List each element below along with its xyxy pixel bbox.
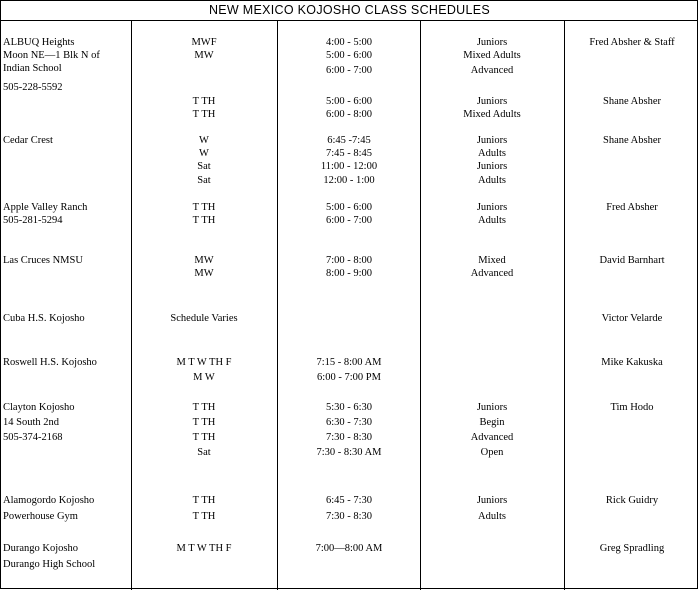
class-level: Adults — [477, 175, 507, 186]
location-name: Alamogordo Kojosho — [3, 495, 95, 506]
class-days: Sat — [197, 161, 211, 172]
page-title: NEW MEXICO KOJOSHO CLASS SCHEDULES — [1, 1, 698, 21]
class-days: MW — [194, 268, 214, 279]
instructor-name: Shane Absher — [602, 135, 662, 146]
class-time: 5:30 - 6:30 — [325, 402, 373, 413]
class-days: T TH — [192, 202, 216, 213]
class-level: Advanced — [470, 432, 514, 443]
class-days: W — [199, 135, 209, 146]
class-time: 7:15 - 8:00 AM — [316, 357, 382, 368]
class-time: 7:30 - 8:30 — [325, 432, 373, 443]
location-name: Clayton Kojosho — [3, 402, 75, 413]
class-time: 6:30 - 7:30 — [325, 417, 373, 428]
class-days: T TH — [192, 495, 216, 506]
column-divider — [564, 20, 565, 590]
location-name: ALBUQ Heights — [3, 37, 75, 48]
class-time: 5:00 - 6:00 — [325, 202, 373, 213]
class-level: Adults — [477, 148, 507, 159]
class-time: 6:00 - 7:00 — [325, 215, 373, 226]
location-address: Durango High School — [3, 559, 96, 570]
class-days: T TH — [192, 96, 216, 107]
class-time: 4:00 - 5:00 — [325, 37, 373, 48]
class-days: T TH — [192, 402, 216, 413]
location-address: Moon NE—1 Blk N of — [3, 50, 100, 61]
class-time: 7:45 - 8:45 — [325, 148, 373, 159]
class-time: 5:00 - 6:00 — [325, 96, 373, 107]
class-time: 8:00 - 9:00 — [325, 268, 373, 279]
class-time: 7:30 - 8:30 AM — [316, 447, 382, 458]
class-time: 11:00 - 12:00 — [320, 161, 378, 172]
class-time: 6:00 - 7:00 PM — [317, 372, 381, 383]
location-name: Roswell H.S. Kojosho — [3, 357, 97, 368]
class-level: Juniors — [476, 96, 508, 107]
instructor-name: Mike Kakuska — [601, 357, 663, 368]
class-level: Adults — [477, 511, 507, 522]
instructor-name: Fred Absher & Staff — [589, 37, 675, 48]
class-level: Open — [480, 447, 504, 458]
class-days: T TH — [192, 109, 216, 120]
class-time: 5:00 - 6:00 — [325, 50, 373, 61]
class-days: MW — [194, 255, 214, 266]
location-address: Powerhouse Gym — [3, 511, 78, 522]
location-phone: 505-281-5294 — [3, 215, 63, 226]
class-time: 7:00 - 8:00 — [325, 255, 373, 266]
class-days: Schedule Varies — [170, 313, 238, 324]
column-divider — [277, 20, 278, 590]
class-time: 12:00 - 1:00 — [323, 175, 375, 186]
class-level: Begin — [479, 417, 505, 428]
class-time: 6:00 - 8:00 — [325, 109, 373, 120]
class-days: M T W TH F — [176, 543, 232, 554]
class-level: Mixed Adults — [463, 50, 521, 61]
instructor-name: Shane Absher — [602, 96, 662, 107]
class-days: MWF — [191, 37, 217, 48]
class-days: Sat — [197, 447, 211, 458]
instructor-name: David Barnhart — [599, 255, 665, 266]
class-level: Adults — [477, 215, 507, 226]
class-level: Juniors — [476, 495, 508, 506]
location-name: Las Cruces NMSU — [3, 255, 83, 266]
class-days: T TH — [192, 417, 216, 428]
class-level: Advanced — [470, 65, 514, 76]
class-days: M T W TH F — [176, 357, 232, 368]
class-level: Juniors — [476, 161, 508, 172]
class-time: 6:45 -7:45 — [327, 135, 371, 146]
class-level: Juniors — [476, 135, 508, 146]
instructor-name: Victor Velarde — [601, 313, 663, 324]
location-name: Cuba H.S. Kojosho — [3, 313, 85, 324]
class-days: T TH — [192, 215, 216, 226]
class-level: Juniors — [476, 202, 508, 213]
instructor-name: Rick Guidry — [605, 495, 659, 506]
instructor-name: Tim Hodo — [610, 402, 654, 413]
class-days: M W — [193, 372, 215, 383]
location-name: Apple Valley Ranch — [3, 202, 88, 213]
location-name: Durango Kojosho — [3, 543, 78, 554]
class-time: 6:45 - 7:30 — [325, 495, 373, 506]
class-level: Mixed — [478, 255, 506, 266]
class-time: 6:00 - 7:00 — [325, 65, 373, 76]
location-phone: 505-374-2168 — [3, 432, 63, 443]
class-time: 7:00—8:00 AM — [315, 543, 383, 554]
class-days: W — [199, 148, 209, 159]
location-address: 14 South 2nd — [3, 417, 60, 428]
column-divider — [420, 20, 421, 590]
class-days: MW — [194, 50, 214, 61]
location-address: Indian School — [3, 63, 62, 74]
class-days: Sat — [197, 175, 211, 186]
class-level: Juniors — [476, 37, 508, 48]
location-name: Cedar Crest — [3, 135, 53, 146]
location-phone: 505-228-5592 — [3, 82, 63, 93]
class-level: Mixed Adults — [463, 109, 521, 120]
class-level: Juniors — [476, 402, 508, 413]
instructor-name: Fred Absher — [606, 202, 658, 213]
class-time: 7:30 - 8:30 — [325, 511, 373, 522]
column-divider — [131, 20, 132, 590]
class-days: T TH — [192, 432, 216, 443]
instructor-name: Greg Spradling — [599, 543, 665, 554]
class-level: Advanced — [470, 268, 514, 279]
class-days: T TH — [192, 511, 216, 522]
